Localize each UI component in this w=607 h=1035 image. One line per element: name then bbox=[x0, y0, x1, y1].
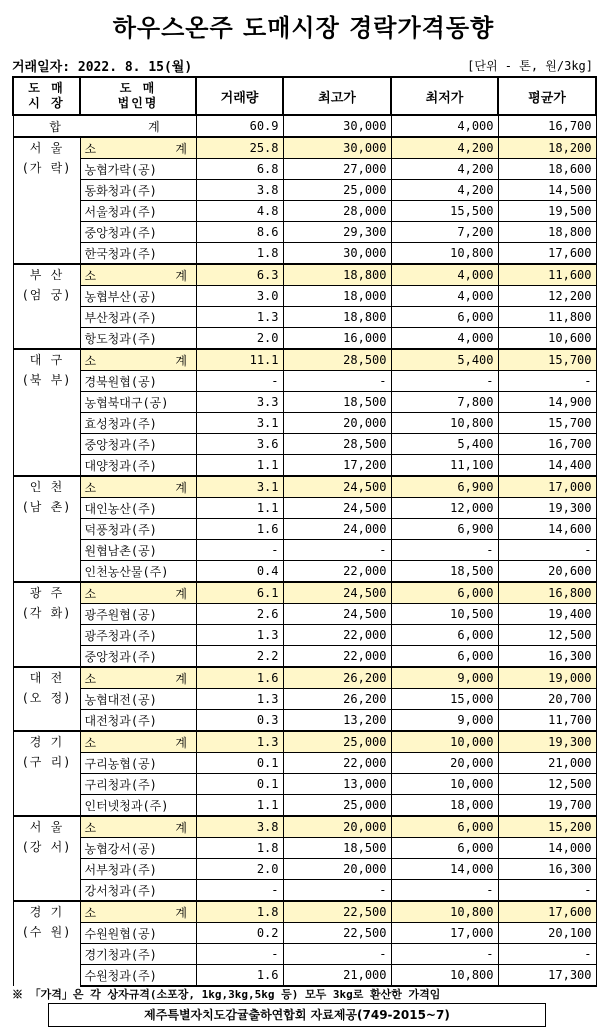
table-row bbox=[13, 243, 596, 265]
subtotal-row bbox=[13, 476, 596, 498]
volume-cell: 0.4 bbox=[196, 561, 283, 583]
avg-price-cell: 11,600 bbox=[498, 264, 596, 286]
subtotal-row bbox=[13, 264, 596, 286]
market-name: 서 울 bbox=[29, 820, 64, 834]
volume-cell: 1.3 bbox=[196, 689, 283, 710]
avg-price-cell: 11,700 bbox=[498, 710, 596, 732]
table-row bbox=[13, 880, 596, 902]
volume-cell: 1.8 bbox=[196, 243, 283, 265]
table-row bbox=[13, 689, 596, 710]
min-price-cell: 4,000 bbox=[391, 286, 498, 307]
table-row bbox=[13, 392, 596, 413]
corp-name: 원협남촌(공) bbox=[80, 540, 196, 561]
corp-name: 농협대전(공) bbox=[80, 689, 196, 710]
max-price-cell: 24,500 bbox=[283, 604, 391, 625]
volume-cell: 1.8 bbox=[196, 838, 283, 859]
header-corp-line2: 법인명 bbox=[117, 96, 159, 110]
subtotal-label: 소 계 bbox=[80, 137, 196, 159]
volume-cell: 8.6 bbox=[196, 222, 283, 243]
min-price-cell: 9,000 bbox=[391, 710, 498, 732]
avg-price-cell: 14,400 bbox=[498, 455, 596, 477]
market-cell bbox=[13, 137, 80, 264]
subtotal-label: 소 계 bbox=[80, 582, 196, 604]
header-avg-price: 평균가 bbox=[498, 77, 596, 115]
market-name: 대 구 bbox=[29, 353, 64, 367]
max-price-cell: 16,000 bbox=[283, 328, 391, 350]
max-price-cell: 22,500 bbox=[283, 923, 391, 944]
corp-name: 인천농산물(주) bbox=[80, 561, 196, 583]
max-price-cell: 30,000 bbox=[283, 243, 391, 265]
min-price-cell: 15,000 bbox=[391, 689, 498, 710]
market-area: (가 락) bbox=[21, 161, 72, 175]
avg-price-cell: 17,600 bbox=[498, 901, 596, 923]
avg-price-cell: 16,300 bbox=[498, 859, 596, 880]
avg-price-cell: 10,600 bbox=[498, 328, 596, 350]
table-row bbox=[13, 434, 596, 455]
market-area: (수 원) bbox=[21, 925, 72, 939]
min-price-cell: 4,000 bbox=[391, 264, 498, 286]
max-price-cell: 24,500 bbox=[283, 582, 391, 604]
table-row bbox=[13, 965, 596, 987]
min-price-cell: 4,000 bbox=[391, 328, 498, 350]
avg-price-cell: 20,700 bbox=[498, 689, 596, 710]
min-price-cell: 10,500 bbox=[391, 604, 498, 625]
header-corp bbox=[80, 77, 196, 115]
volume-cell: 25.8 bbox=[196, 137, 283, 159]
max-price-cell: 22,000 bbox=[283, 753, 391, 774]
avg-price-cell: 17,300 bbox=[498, 965, 596, 987]
table-body bbox=[13, 115, 596, 986]
volume-cell: 2.0 bbox=[196, 859, 283, 880]
avg-price-cell: 14,500 bbox=[498, 180, 596, 201]
subtotal-row bbox=[13, 816, 596, 838]
max-price-cell: 13,000 bbox=[283, 774, 391, 795]
min-price-cell: 18,000 bbox=[391, 795, 498, 817]
table-row bbox=[13, 286, 596, 307]
volume-cell: 6.8 bbox=[196, 159, 283, 180]
min-price-cell: 6,000 bbox=[391, 816, 498, 838]
table-row bbox=[13, 371, 596, 392]
market-name: 대 전 bbox=[29, 671, 64, 685]
volume-cell: 2.6 bbox=[196, 604, 283, 625]
market-cell bbox=[13, 582, 80, 667]
volume-cell: 1.1 bbox=[196, 498, 283, 519]
volume-cell: 3.3 bbox=[196, 392, 283, 413]
min-price-cell: 6,000 bbox=[391, 307, 498, 328]
avg-price-cell: 19,400 bbox=[498, 604, 596, 625]
min-price-cell: 15,500 bbox=[391, 201, 498, 222]
price-table bbox=[12, 76, 597, 987]
subtotal-label: 소 계 bbox=[80, 264, 196, 286]
min-price-cell: 10,000 bbox=[391, 731, 498, 753]
header-market-line2: 시 장 bbox=[28, 96, 65, 110]
market-area: (오 정) bbox=[21, 691, 72, 705]
volume-cell: 6.3 bbox=[196, 264, 283, 286]
min-price-cell: 7,200 bbox=[391, 222, 498, 243]
volume-cell: - bbox=[196, 371, 283, 392]
table-row bbox=[13, 646, 596, 668]
min-price-cell: 10,800 bbox=[391, 243, 498, 265]
max-price-cell: 25,000 bbox=[283, 180, 391, 201]
subtotal-label: 소 계 bbox=[80, 476, 196, 498]
subtotal-label: 소 계 bbox=[80, 731, 196, 753]
table-row bbox=[13, 328, 596, 350]
corp-name: 서울청과(주) bbox=[80, 201, 196, 222]
table-row bbox=[13, 774, 596, 795]
min-price-cell: 7,800 bbox=[391, 392, 498, 413]
corp-name: 효성청과(주) bbox=[80, 413, 196, 434]
min-price-cell: - bbox=[391, 944, 498, 965]
avg-price-cell: - bbox=[498, 880, 596, 902]
corp-name: 중앙청과(주) bbox=[80, 646, 196, 668]
volume-cell: 3.1 bbox=[196, 476, 283, 498]
max-price-cell: 28,000 bbox=[283, 201, 391, 222]
max-price-cell: 24,000 bbox=[283, 519, 391, 540]
market-area: (엄 궁) bbox=[21, 288, 72, 302]
min-price-cell: 14,000 bbox=[391, 859, 498, 880]
subtotal-row bbox=[13, 137, 596, 159]
footnote: ※ 「가격」은 각 상자규격(소포장, 1kg,3kg,5kg 등) 모두 3kg로 환산한 가격임 bbox=[12, 988, 441, 1001]
avg-price-cell: 14,600 bbox=[498, 519, 596, 540]
volume-cell: 1.3 bbox=[196, 307, 283, 328]
corp-name: 중앙청과(주) bbox=[80, 222, 196, 243]
max-price-cell: 18,000 bbox=[283, 286, 391, 307]
market-cell bbox=[13, 349, 80, 476]
max-price-cell: 20,000 bbox=[283, 413, 391, 434]
volume-cell: 2.2 bbox=[196, 646, 283, 668]
market-area: (구 리) bbox=[21, 755, 72, 769]
min-price-cell: 6,900 bbox=[391, 519, 498, 540]
source-box: 제주특별자치도감귤출하연합회 자료제공(749-2015~7) bbox=[48, 1003, 546, 1027]
max-price-cell: 22,000 bbox=[283, 625, 391, 646]
max-price-cell: - bbox=[283, 371, 391, 392]
table-row bbox=[13, 923, 596, 944]
avg-price-cell: 19,000 bbox=[498, 667, 596, 689]
avg-price-cell: 16,300 bbox=[498, 646, 596, 668]
volume-cell: 1.6 bbox=[196, 965, 283, 987]
corp-name: 구리청과(주) bbox=[80, 774, 196, 795]
max-price-cell: 29,300 bbox=[283, 222, 391, 243]
table-row bbox=[13, 222, 596, 243]
avg-price-cell: 18,800 bbox=[498, 222, 596, 243]
max-price-cell: 18,800 bbox=[283, 307, 391, 328]
market-cell bbox=[13, 731, 80, 816]
max-price-cell: 22,000 bbox=[283, 561, 391, 583]
corp-name: 농협북대구(공) bbox=[80, 392, 196, 413]
header-min-price: 최저가 bbox=[391, 77, 498, 115]
table-row bbox=[13, 540, 596, 561]
min-price-cell: 12,000 bbox=[391, 498, 498, 519]
total-label: 합 계 bbox=[13, 115, 196, 137]
volume-cell: 1.8 bbox=[196, 901, 283, 923]
corp-name: 서부청과(주) bbox=[80, 859, 196, 880]
volume-cell: 1.6 bbox=[196, 667, 283, 689]
max-price-cell: 26,200 bbox=[283, 667, 391, 689]
min-price-cell: 20,000 bbox=[391, 753, 498, 774]
avg-price-cell: 16,800 bbox=[498, 582, 596, 604]
avg-price-cell: 15,200 bbox=[498, 816, 596, 838]
table-row bbox=[13, 944, 596, 965]
volume-cell: 3.8 bbox=[196, 180, 283, 201]
min-price-cell: 6,000 bbox=[391, 582, 498, 604]
header-market-line1: 도 매 bbox=[28, 81, 65, 95]
max-price-cell: 18,500 bbox=[283, 392, 391, 413]
table-row bbox=[13, 159, 596, 180]
header-market bbox=[13, 77, 80, 115]
max-price-cell: 18,500 bbox=[283, 838, 391, 859]
max-price-cell: - bbox=[283, 880, 391, 902]
corp-name: 경기청과(주) bbox=[80, 944, 196, 965]
max-price-cell: 13,200 bbox=[283, 710, 391, 732]
avg-price-cell: 17,600 bbox=[498, 243, 596, 265]
min-price-cell: 4,200 bbox=[391, 159, 498, 180]
min-price-cell: 10,800 bbox=[391, 901, 498, 923]
avg-price-cell: 18,200 bbox=[498, 137, 596, 159]
subtotal-label: 소 계 bbox=[80, 349, 196, 371]
min-price-cell: 17,000 bbox=[391, 923, 498, 944]
corp-name: 인터넷청과(주) bbox=[80, 795, 196, 817]
table-row bbox=[13, 201, 596, 222]
table-row bbox=[13, 413, 596, 434]
avg-price-cell: 20,100 bbox=[498, 923, 596, 944]
table-row bbox=[13, 604, 596, 625]
volume-cell: 3.6 bbox=[196, 434, 283, 455]
avg-price-cell: - bbox=[498, 371, 596, 392]
header-max-price: 최고가 bbox=[283, 77, 391, 115]
volume-cell: 1.1 bbox=[196, 795, 283, 817]
market-area: (북 부) bbox=[21, 373, 72, 387]
min-price-cell: 6,000 bbox=[391, 625, 498, 646]
avg-price-cell: - bbox=[498, 944, 596, 965]
total-avg: 16,700 bbox=[498, 115, 596, 137]
table-row bbox=[13, 710, 596, 732]
volume-cell: 3.0 bbox=[196, 286, 283, 307]
min-price-cell: 4,200 bbox=[391, 180, 498, 201]
volume-cell: 1.3 bbox=[196, 731, 283, 753]
market-name: 인 천 bbox=[29, 480, 64, 494]
max-price-cell: 30,000 bbox=[283, 137, 391, 159]
unit-label: [단위 - 톤, 원/3kg] bbox=[467, 59, 593, 73]
table-row bbox=[13, 180, 596, 201]
corp-name: 경북원협(공) bbox=[80, 371, 196, 392]
corp-name: 동화청과(주) bbox=[80, 180, 196, 201]
table-row bbox=[13, 307, 596, 328]
avg-price-cell: 12,500 bbox=[498, 774, 596, 795]
subtotal-label: 소 계 bbox=[80, 667, 196, 689]
market-area: (강 서) bbox=[21, 840, 72, 854]
min-price-cell: 6,900 bbox=[391, 476, 498, 498]
table-row bbox=[13, 561, 596, 583]
avg-price-cell: 21,000 bbox=[498, 753, 596, 774]
table-row bbox=[13, 795, 596, 817]
min-price-cell: 10,800 bbox=[391, 965, 498, 987]
volume-cell: 4.8 bbox=[196, 201, 283, 222]
market-cell bbox=[13, 816, 80, 901]
corp-name: 수원원협(공) bbox=[80, 923, 196, 944]
avg-price-cell: 19,500 bbox=[498, 201, 596, 222]
avg-price-cell: 19,300 bbox=[498, 731, 596, 753]
max-price-cell: 24,500 bbox=[283, 498, 391, 519]
header-corp-line1: 도 매 bbox=[119, 81, 157, 95]
max-price-cell: 21,000 bbox=[283, 965, 391, 987]
table-header-row bbox=[13, 77, 596, 115]
corp-name: 수원청과(주) bbox=[80, 965, 196, 987]
total-min: 4,000 bbox=[391, 115, 498, 137]
min-price-cell: 5,400 bbox=[391, 434, 498, 455]
max-price-cell: 28,500 bbox=[283, 349, 391, 371]
market-name: 서 울 bbox=[29, 141, 64, 155]
max-price-cell: 26,200 bbox=[283, 689, 391, 710]
corp-name: 광주원협(공) bbox=[80, 604, 196, 625]
total-row bbox=[13, 115, 596, 137]
avg-price-cell: 15,700 bbox=[498, 413, 596, 434]
table-row bbox=[13, 838, 596, 859]
subtotal-label: 소 계 bbox=[80, 816, 196, 838]
volume-cell: - bbox=[196, 880, 283, 902]
max-price-cell: 28,500 bbox=[283, 434, 391, 455]
market-cell bbox=[13, 264, 80, 349]
volume-cell: - bbox=[196, 944, 283, 965]
volume-cell: - bbox=[196, 540, 283, 561]
avg-price-cell: 18,600 bbox=[498, 159, 596, 180]
table-row bbox=[13, 455, 596, 477]
corp-name: 대양청과(주) bbox=[80, 455, 196, 477]
total-max: 30,000 bbox=[283, 115, 391, 137]
corp-name: 광주청과(주) bbox=[80, 625, 196, 646]
max-price-cell: 17,200 bbox=[283, 455, 391, 477]
corp-name: 강서청과(주) bbox=[80, 880, 196, 902]
min-price-cell: 18,500 bbox=[391, 561, 498, 583]
avg-price-cell: 19,700 bbox=[498, 795, 596, 817]
subtotal-label: 소 계 bbox=[80, 901, 196, 923]
header-volume: 거래량 bbox=[196, 77, 283, 115]
corp-name: 중앙청과(주) bbox=[80, 434, 196, 455]
market-area: (남 촌) bbox=[21, 500, 72, 514]
max-price-cell: 22,000 bbox=[283, 646, 391, 668]
corp-name: 농협가락(공) bbox=[80, 159, 196, 180]
market-cell bbox=[13, 901, 80, 986]
avg-price-cell: 16,700 bbox=[498, 434, 596, 455]
market-name: 광 주 bbox=[29, 586, 64, 600]
volume-cell: 2.0 bbox=[196, 328, 283, 350]
corp-name: 한국청과(주) bbox=[80, 243, 196, 265]
max-price-cell: 22,500 bbox=[283, 901, 391, 923]
subtotal-row bbox=[13, 731, 596, 753]
avg-price-cell: 14,000 bbox=[498, 838, 596, 859]
max-price-cell: 20,000 bbox=[283, 816, 391, 838]
volume-cell: 6.1 bbox=[196, 582, 283, 604]
avg-price-cell: 14,900 bbox=[498, 392, 596, 413]
min-price-cell: 5,400 bbox=[391, 349, 498, 371]
min-price-cell: - bbox=[391, 880, 498, 902]
volume-cell: 1.3 bbox=[196, 625, 283, 646]
subtotal-row bbox=[13, 667, 596, 689]
corp-name: 항도청과(주) bbox=[80, 328, 196, 350]
volume-cell: 1.6 bbox=[196, 519, 283, 540]
avg-price-cell: 12,200 bbox=[498, 286, 596, 307]
market-cell bbox=[13, 476, 80, 582]
min-price-cell: 9,000 bbox=[391, 667, 498, 689]
table-row bbox=[13, 753, 596, 774]
max-price-cell: - bbox=[283, 540, 391, 561]
market-name: 경 기 bbox=[29, 905, 64, 919]
market-name: 부 산 bbox=[29, 268, 64, 282]
max-price-cell: 25,000 bbox=[283, 795, 391, 817]
volume-cell: 3.1 bbox=[196, 413, 283, 434]
market-area: (각 화) bbox=[21, 606, 72, 620]
table-row bbox=[13, 859, 596, 880]
avg-price-cell: 19,300 bbox=[498, 498, 596, 519]
avg-price-cell: 20,600 bbox=[498, 561, 596, 583]
max-price-cell: - bbox=[283, 944, 391, 965]
min-price-cell: - bbox=[391, 540, 498, 561]
max-price-cell: 20,000 bbox=[283, 859, 391, 880]
max-price-cell: 25,000 bbox=[283, 731, 391, 753]
avg-price-cell: 17,000 bbox=[498, 476, 596, 498]
trade-date: 거래일자: 2022. 8. 15(월) bbox=[12, 60, 193, 75]
page-title: 하우스온주 도매시장 경락가격동향 bbox=[112, 14, 495, 42]
subtotal-row bbox=[13, 901, 596, 923]
volume-cell: 1.1 bbox=[196, 455, 283, 477]
min-price-cell: 10,800 bbox=[391, 413, 498, 434]
corp-name: 대인농산(주) bbox=[80, 498, 196, 519]
subtotal-row bbox=[13, 582, 596, 604]
max-price-cell: 24,500 bbox=[283, 476, 391, 498]
corp-name: 구리농협(공) bbox=[80, 753, 196, 774]
avg-price-cell: 12,500 bbox=[498, 625, 596, 646]
volume-cell: 3.8 bbox=[196, 816, 283, 838]
table-row bbox=[13, 498, 596, 519]
total-volume: 60.9 bbox=[196, 115, 283, 137]
market-cell bbox=[13, 667, 80, 731]
min-price-cell: 4,200 bbox=[391, 137, 498, 159]
market-name: 경 기 bbox=[29, 735, 64, 749]
min-price-cell: 11,100 bbox=[391, 455, 498, 477]
avg-price-cell: - bbox=[498, 540, 596, 561]
volume-cell: 11.1 bbox=[196, 349, 283, 371]
min-price-cell: 10,000 bbox=[391, 774, 498, 795]
avg-price-cell: 11,800 bbox=[498, 307, 596, 328]
min-price-cell: - bbox=[391, 371, 498, 392]
min-price-cell: 6,000 bbox=[391, 838, 498, 859]
volume-cell: 0.1 bbox=[196, 753, 283, 774]
corp-name: 덕풍청과(주) bbox=[80, 519, 196, 540]
corp-name: 농협부산(공) bbox=[80, 286, 196, 307]
corp-name: 부산청과(주) bbox=[80, 307, 196, 328]
avg-price-cell: 15,700 bbox=[498, 349, 596, 371]
min-price-cell: 6,000 bbox=[391, 646, 498, 668]
max-price-cell: 27,000 bbox=[283, 159, 391, 180]
table-row bbox=[13, 519, 596, 540]
volume-cell: 0.2 bbox=[196, 923, 283, 944]
volume-cell: 0.3 bbox=[196, 710, 283, 732]
corp-name: 대전청과(주) bbox=[80, 710, 196, 732]
volume-cell: 0.1 bbox=[196, 774, 283, 795]
table-row bbox=[13, 625, 596, 646]
corp-name: 농협강서(공) bbox=[80, 838, 196, 859]
subtotal-row bbox=[13, 349, 596, 371]
max-price-cell: 18,800 bbox=[283, 264, 391, 286]
